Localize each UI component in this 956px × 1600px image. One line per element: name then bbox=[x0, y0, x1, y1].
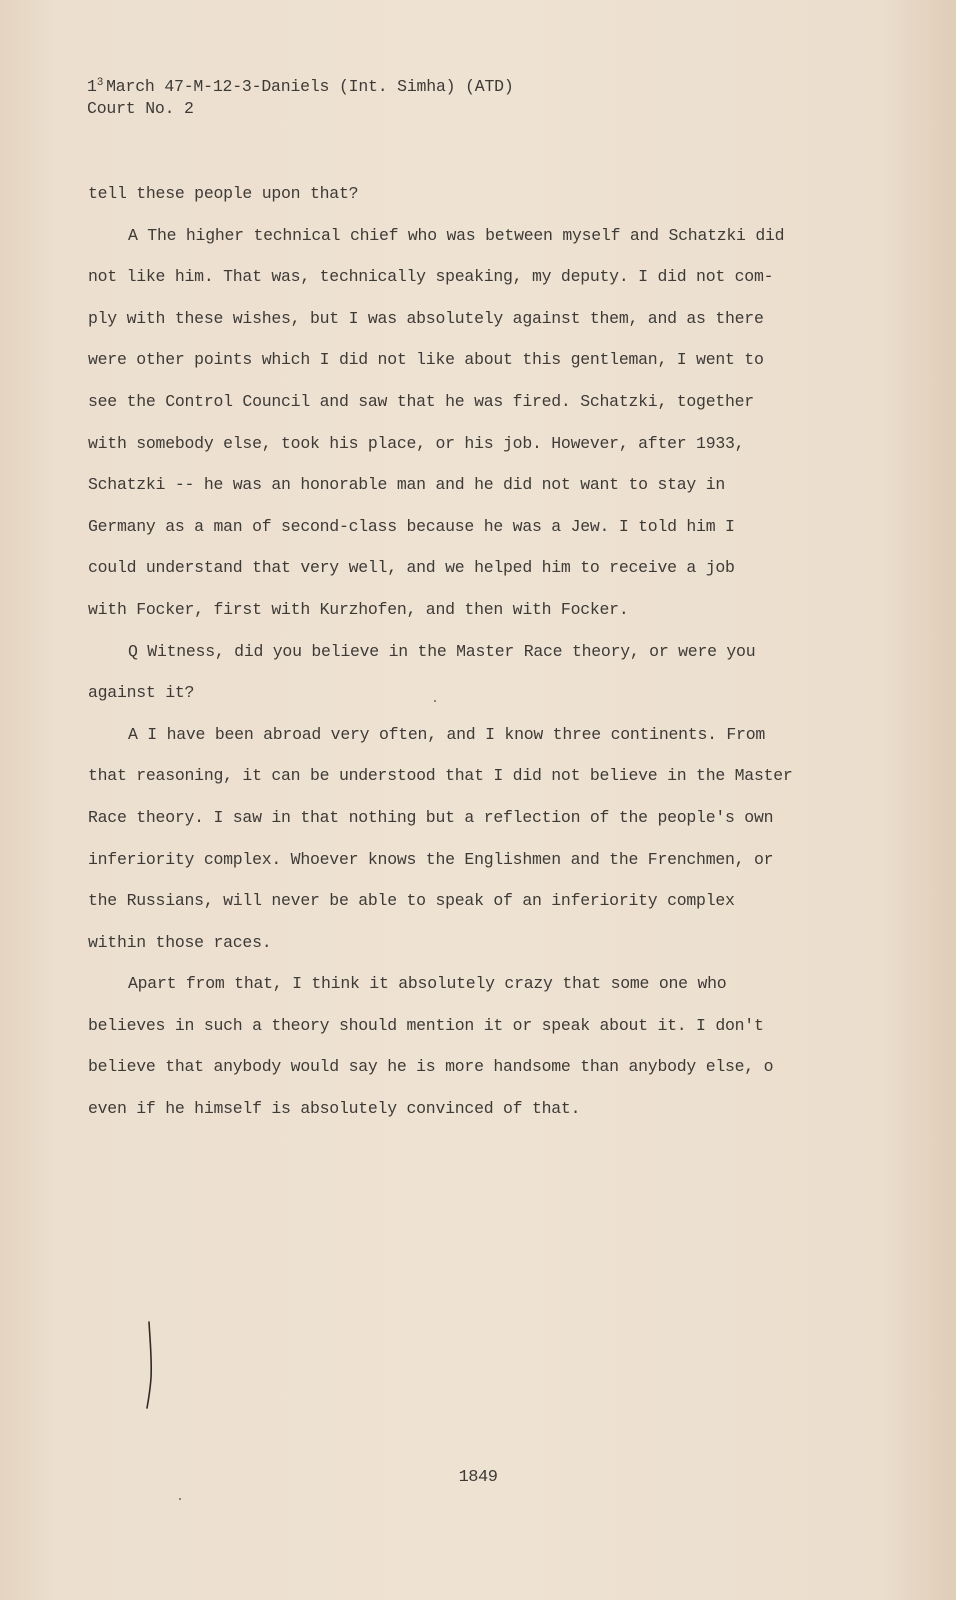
transcript-line: that reasoning, it can be understood that I did not believe in the Master bbox=[88, 766, 793, 786]
transcript-line: Germany as a man of second-class because he was a Jew. I told him I bbox=[88, 516, 735, 536]
transcript-line: Schatzki -- he was an honorable man and he did not want to stay in bbox=[88, 475, 726, 495]
transcript-line: with Focker, first with Kurzhofen, and then with Focker. bbox=[88, 599, 629, 619]
header-case-reference: March 47-M-12-3-Daniels (Int. Simha) (ATD) bbox=[106, 77, 514, 96]
transcript-line: the Russians, will never be able to speak of an inferiority complex bbox=[88, 891, 735, 911]
transcript-line: ply with these wishes, but I was absolutely against them, and as there bbox=[88, 308, 764, 328]
transcript-line: could understand that very well, and we helped him to receive a job bbox=[88, 558, 735, 578]
transcript-line: A The higher technical chief who was between myself and Schatzki did bbox=[128, 225, 785, 245]
transcript-line: inferiority complex. Whoever knows the Englishmen and the Frenchmen, or bbox=[88, 849, 774, 869]
transcript-line: Apart from that, I think it absolutely crazy that some one who bbox=[128, 974, 727, 994]
transcript-body bbox=[88, 173, 848, 1130]
document-header bbox=[87, 72, 514, 120]
transcript-line: Q Witness, did you believe in the Master Race theory, or were you bbox=[128, 641, 756, 661]
transcript-line: even if he himself is absolutely convinced of that. bbox=[88, 1099, 581, 1119]
transcript-line: against it? bbox=[88, 683, 195, 703]
margin-pencil-mark bbox=[143, 1320, 157, 1410]
transcript-line: see the Control Council and saw that he was fired. Schatzki, together bbox=[88, 391, 754, 411]
transcript-line: A I have been abroad very often, and I know three continents. From bbox=[128, 724, 766, 744]
paper-speck bbox=[434, 700, 436, 702]
transcript-line: tell these people upon that? bbox=[88, 184, 359, 203]
transcript-line: believe that anybody would say he is more handsome than anybody else, o bbox=[88, 1057, 774, 1077]
transcript-line: within those races. bbox=[88, 932, 272, 952]
transcript-line: not like him. That was, technically speaking, my deputy. I did not com- bbox=[88, 267, 774, 287]
transcript-line: Race theory. I saw in that nothing but a reflection of the people's own bbox=[88, 807, 774, 827]
transcript-line: were other points which I did not like about this gentleman, I went to bbox=[88, 350, 764, 370]
header-day-superscript: 3 bbox=[96, 77, 104, 89]
header-line-1 bbox=[87, 72, 514, 98]
header-line-2: Court No. 2 bbox=[87, 99, 194, 118]
header-day: 1 bbox=[87, 77, 97, 96]
transcript-line: with somebody else, took his place, or his job. However, after 1933, bbox=[88, 433, 745, 453]
paper-speck bbox=[179, 1498, 181, 1500]
page-number: 1849 bbox=[458, 1468, 498, 1487]
transcript-line: believes in such a theory should mention it or speak about it. I don't bbox=[88, 1015, 764, 1035]
